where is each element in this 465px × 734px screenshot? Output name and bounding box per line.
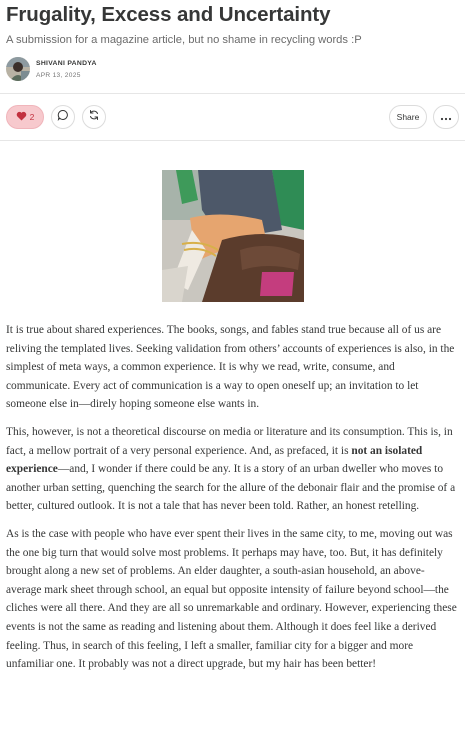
body-paragraph-1: It is true about shared experiences. The books, songs, and fables stand true because all of us are reliving the templated lives. Seeking validation from others’ accounts of experiences is also, in the simplest of meta ways, a common experience. It is why we read, write, consume, and communicate. Every act of communication is a way to open oneself up; an invitation to let someone else in—direly hoping someone else wants in. <box>6 324 455 411</box>
body-paragraph-2: This, however, is not a theoretical discourse on media or literature and its consumption. This is, in fact, a mellow portrait of a very personal experience. And, as prefaced, it is not an isolated experience—and, I wonder if there could be any. It is a story of an urban dweller who moves to another urban setting, quenching the search for the allure of the debonair flair and the promise of a better, cultured outlook. It is not a tale that has never been told. Rather, an honest retelling. <box>6 425 456 513</box>
body-bold-phrase: not an isolated experience <box>6 444 423 476</box>
restack-icon <box>88 108 100 126</box>
post-subtitle: A submission for a magazine article, but no shame in recycling words :P <box>6 34 362 46</box>
post-title: Frugality, Excess and Uncertainty <box>6 3 331 26</box>
byline <box>6 56 459 82</box>
heart-icon <box>16 108 27 126</box>
more-button[interactable] <box>433 105 459 129</box>
comment-icon <box>57 108 69 126</box>
like-button[interactable] <box>6 105 44 129</box>
divider-bottom <box>0 140 465 141</box>
like-count: 2 <box>29 112 35 122</box>
author-name[interactable]: SHIVANI PANDYA <box>36 59 97 67</box>
avatar[interactable] <box>6 57 30 81</box>
post-body <box>6 321 459 674</box>
byline-meta <box>36 59 97 80</box>
body-paragraph-3: As is the case with people who have ever spent their lives in the same city, to me, moving out was the one big turn that would solve most problems. It perhaps may have, too. But, it has definitely brought along a new set of problems. An elder daughter, a south-asian household, an above-average mark sheet through school, an equal but opposite intensity of failure beyond school—the cliches were all there. And they are all so unremarkable and ordinary. However, experiencing these events is not the same as reading and listening about them. Although it does feel like a derived feeling. Thus, in search of this feeling, I left a smaller, familiar city for a bigger and more unfamiliar one. It probably was not a direct upgrade, but my hair has been better! <box>6 527 457 671</box>
post-date: APR 13, 2025 <box>36 71 81 79</box>
restack-button[interactable] <box>82 105 106 129</box>
ellipsis-icon <box>440 108 452 126</box>
share-button[interactable]: Share <box>389 105 427 129</box>
post-image[interactable] <box>6 170 459 302</box>
post-photo <box>162 170 304 302</box>
comment-button[interactable] <box>51 105 75 129</box>
post-actions <box>6 94 459 140</box>
